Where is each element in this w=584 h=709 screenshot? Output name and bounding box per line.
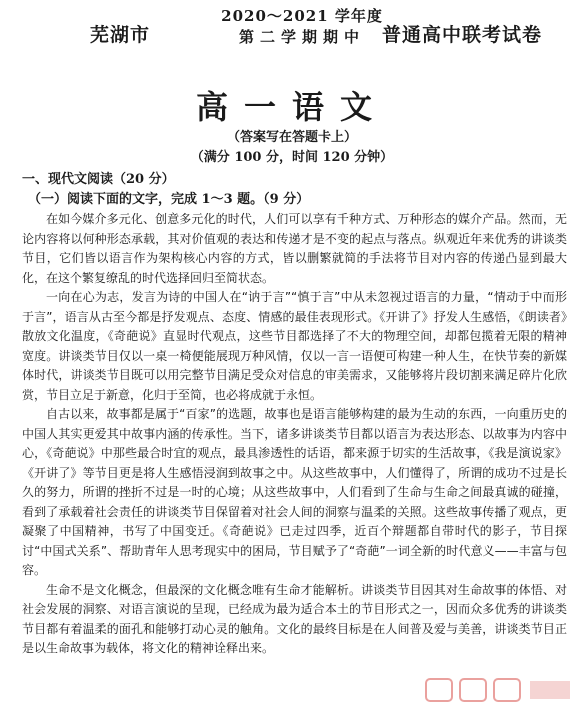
paragraph-3: 自古以来，故事都是属于“百家”的选题，故事也是语言能够构建的最为生动的东西，一向重历史的中国人其实更爱其中故事内涵的传承性。当下，诸多讲谈类节目都以语言为表达形态、以故事为内容中心，《奇葩说》中那些最合时宜的观点，最具渗透性的话语，都来源于切实的生活故事，《我是演说家》《开讲了》等节目更是将人生感悟浸润到故事之中。从这些故事中，人们懂得了，所谓的成功不过是长久的努力，所谓的挫折不过是一时的心境；从这些故事中，人们看到了生命与生命之间最真诚的碰撞，看到了承载着社会责任的讲谈类节目保留着对社会人间的洞察与温柔的关照。这些故事传播了观点，更凝聚了中国精神，书写了中国变迁。《奇葩说》已走过四季，近百个辩题都自带时代的影子，节目探讨“中国式关系”、帮助青年人思考现实中的困局，节目赋予了“奇葩”一词全新的时代意义——丰富与包容。 <box>22 407 567 577</box>
header-middle <box>202 6 402 48</box>
watermark-logo <box>390 671 580 709</box>
header-city: 芜湖市 <box>90 24 151 46</box>
paragraph-2: 一向在心为志，发言为诗的中国人在“讷于言”“慎于言”中从未忽视过语言的力量，“情动于中而形于言”，语言从古至今都是抒发观点、态度、情感的最佳表现形式。《开讲了》抒发人生感悟，《朗读者》散放文化温度，《奇葩说》直显时代观点，这些节目都选择了不大的物理空间，却都包揽着无限的精神宽度。讲谈类节目仅以一桌一椅便能展现万种风情，仅以一言一语便可构建一种人生，在快节奏的新媒体时代，讲谈类节目既可以用完整节目满足受众对信息的审美需求，又能够将片段切割来满足碎片化欣赏，节目立足于新意，化归于至简，也必将成就于永恒。 <box>22 290 567 402</box>
header-exam-title: 普通高中联考试卷 <box>382 24 543 46</box>
paragraph-4: 生命不是文化概念，但最深的文化概念唯有生命才能解析。讲谈类节目因其对生命故事的体悟、对社会发展的洞察、对语言演说的呈现，已经成为最为适合本土的节目形式之一，因而众多优秀的讲谈类节目都有着温柔的面孔和能够打动心灵的触角。文化的最终目标是在人间普及爱与美善，讲谈类节目正是以生命故事为载体，将文化的精神诠释出来。 <box>22 582 567 655</box>
header-term: 第二学期期中 <box>238 28 365 46</box>
subject-title: 高一语文 <box>195 88 388 126</box>
paragraph-1: 在如今媒介多元化、创意多元化的时代，人们可以享有千种方式、万种形态的媒介产品。然而，无论内容将以何种形态承载，其对价值观的表达和传递才是不变的起点与落点。纵观近年来优秀的讲谈类节目，它们皆以语言作为架构核心内容的方式，皆以删繁就简的手法将节目对内容的传递凸显到最大化，在这个繁复缭乱的时代选择回归至简状态。 <box>22 212 567 285</box>
reading-passage <box>22 210 567 659</box>
section-heading: 一、现代文阅读（20 分） <box>22 172 175 187</box>
score-time: （满分 100 分，时间 120 分钟） <box>190 150 394 165</box>
header-year: 2020～2021 学年度 <box>221 7 383 25</box>
answer-note: （答案写在答题卡上） <box>226 130 357 145</box>
exam-header <box>52 6 552 54</box>
subsection-heading: （一）阅读下面的文字，完成 1～3 题。（9 分） <box>28 192 310 207</box>
